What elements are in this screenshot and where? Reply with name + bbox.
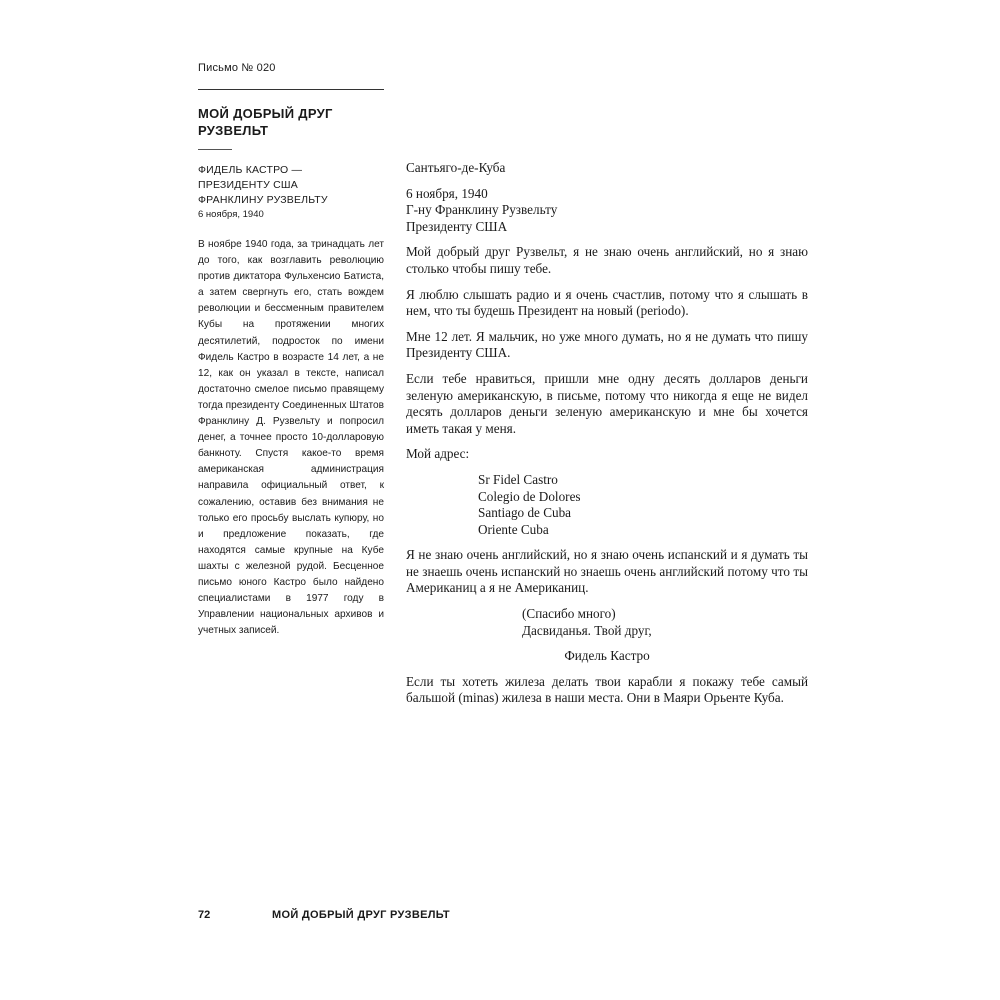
chapter-title-line-2: РУЗВЕЛЬТ [198,123,269,138]
address-line-2: Colegio de Dolores [478,488,581,504]
address-line-4: Oriente Cuba [478,521,549,537]
page-number: 72 [198,909,211,921]
letter-paragraph-3: Мне 12 лет. Я мальчик, но уже много думать, но я не думать что пишу Президенту США. [406,328,808,361]
signature: Фидель Кастро [564,648,650,664]
letter-place: Сантьяго-де-Куба [406,160,506,175]
letter-date: 6 ноября, 1940 [406,185,488,201]
letter-paragraph-5: Я не знаю очень английский, но я знаю очень испанский и я думать ты не знаешь очень испанский но знаешь очень английский потому что ты Американиц а я не Американиц. [406,547,808,596]
letter-paragraph-1: Мой добрый друг Рузвельт, я не знаю очень английский, но я знаю столько чтобы пишу тебе. [406,244,808,276]
byline-line-2: ПРЕЗИДЕНТУ США [198,179,298,191]
closing-line-2: Дасвиданья. Твой друг, [522,622,652,638]
closing-block [522,606,808,639]
letter-addressee-1: Г-ну Франклину Рузвельту [406,202,558,218]
address-label: Мой адрес: [406,446,470,462]
letter-heading-block [406,186,808,236]
byline [198,163,388,208]
letter-addressee-2: Президенту США [406,218,508,234]
intro-text: В ноябре 1940 года, за тринадцать лет до того, как возглавить революцию против диктатора Фульхенсио Батиста, а затем свергнуть его, стать вождем революции и бессменным правителем Кубы на протяжении многих десятилетий, подросток по имени Фидель Кастро в возрасте 14 лет, а не 12, как он указал в тексте, написал достаточно смелое письмо правящему тогда президенту Соединенных Штатов Франклину Д. Рузвельту и попросил денег, а точнее просто 10-долларовую банкноту. Спустя какое-то время американская администрация направила официальный ответ, к сожалению, оставив без внимания не только его просьбу выслать купюру, но и предложение показать, где находятся самые крупные на Кубе шахты с железной рудой. Бесценное письмо юного Кастро было найдено специалистами в 1977 году в Управлении национальных архивов и учетных записей. [198,239,384,637]
postscript: Если ты хотеть жилеза делать твои карабли я покажу тебе самый бальшой (minas) жилеза в наши места. Они в Маяри Орьенте Куба. [406,673,808,706]
byline-date: 6 ноября, 1940 [198,209,264,220]
header-divider [198,89,384,90]
closing-line-1: (Спасибо много) [522,606,616,622]
title-divider [198,149,232,150]
letter-paragraph-4: Если тебе нравиться, пришли мне одну десять долларов деньги зеленую американскую, в письме, потому что никогда я еще не видел десять долларов деньги зеленую американскую и мне бы хочется иметь такая у меня. [406,370,808,436]
chapter-title-line-1: МОЙ ДОБРЫЙ ДРУГ [198,106,333,121]
letter-number: Письмо № 020 [198,62,276,74]
byline-line-3: ФРАНКЛИНУ РУЗВЕЛЬТУ [198,194,328,206]
address-line-1: Sr Fidel Castro [478,471,558,487]
running-title: МОЙ ДОБРЫЙ ДРУГ РУЗВЕЛЬТ [272,909,450,921]
chapter-title [198,105,388,139]
address-line-3: Santiago de Cuba [478,505,572,521]
address-block [478,472,808,538]
letter-body [406,160,808,716]
byline-line-1: ФИДЕЛЬ КАСТРО — [198,164,303,176]
letter-paragraph-2: Я люблю слышать радио и я очень счастлив, потому что я слышать в нем, что ты будешь Президент на новый (periodo). [406,286,808,319]
